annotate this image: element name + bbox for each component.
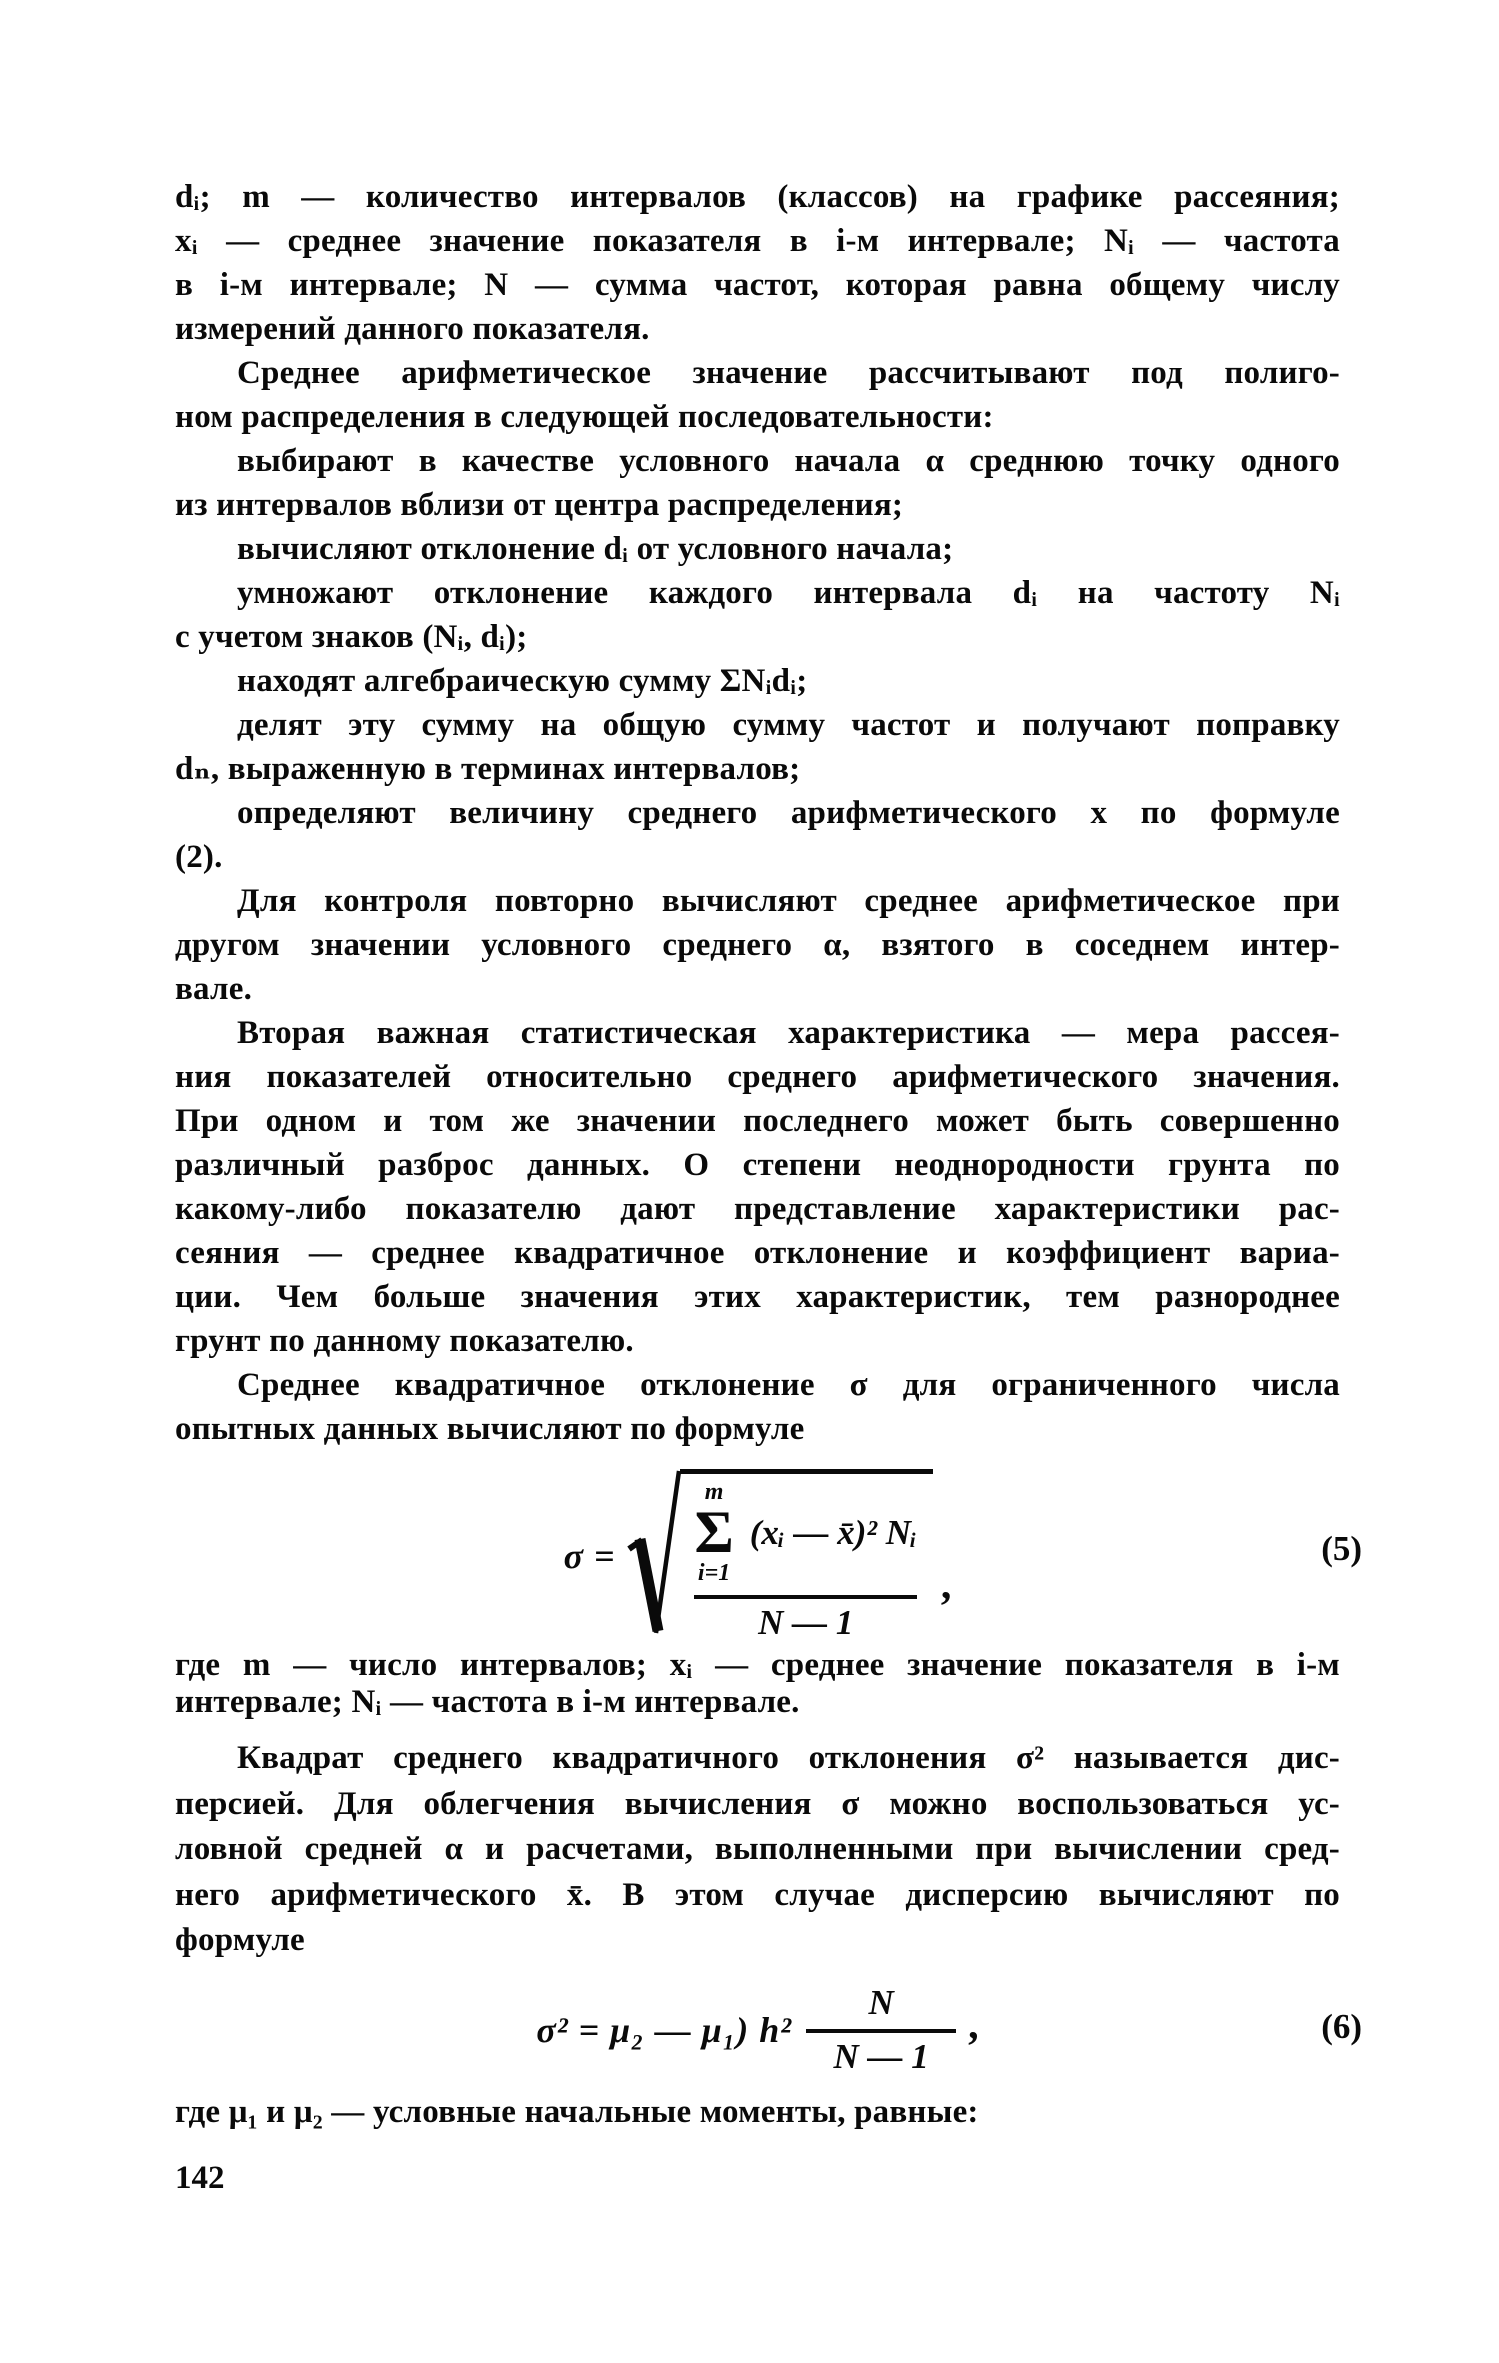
- text-line: Квадрат среднего квадратичного отклонения σ² называется дис-: [237, 1740, 1340, 1776]
- formula-5-comma: ,: [940, 1562, 952, 1608]
- text-line: где m — число интервалов; xᵢ — среднее значение показателя в i-м: [175, 1647, 1340, 1683]
- text-line: вале.: [175, 971, 253, 1007]
- radical-sign-icon: [625, 1469, 683, 1639]
- text-line: определяют величину среднего арифметического x по формуле: [237, 795, 1340, 831]
- text-line: другом значении условного среднего α, взятого в соседнем интер-: [175, 927, 1340, 963]
- formula-6-legend: [175, 2090, 1340, 2134]
- numerator-expression: (xᵢ — x̄)² Nᵢ: [749, 1512, 917, 1552]
- text-line: сеяния — среднее квадратичное отклонение и коэффициент вариа-: [175, 1235, 1340, 1271]
- fraction-denominator: N — 1: [833, 2036, 929, 2076]
- fraction: [806, 1983, 956, 2077]
- summation-symbol: [694, 1480, 733, 1585]
- text-line: опытных данных вычисляют по формуле: [175, 1411, 805, 1447]
- fraction: [694, 1480, 916, 1643]
- text-column: [175, 175, 1362, 2200]
- paragraph-block-main: [175, 175, 1340, 1451]
- text-line: ном распределения в следующей последовательности:: [175, 399, 994, 435]
- sum-upper-limit: m: [704, 1479, 724, 1505]
- text-line: xᵢ — среднее значение показателя в i-м интервале; Nᵢ — частота: [175, 223, 1340, 259]
- text-line: с учетом знаков (Nᵢ, dᵢ);: [175, 619, 528, 655]
- text-line: Среднее квадратичное отклонение σ для ограниченного числа: [237, 1367, 1340, 1403]
- text-line: dₙ, выраженную в терминах интервалов;: [175, 751, 801, 787]
- formula-5-legend: [175, 1647, 1340, 1721]
- formula-6-body: [536, 1983, 978, 2077]
- text-line: Для контроля повторно вычисляют среднее арифметическое при: [237, 883, 1340, 919]
- text-line: умножают отклонение каждого интервала dᵢ на частоту Nᵢ: [237, 575, 1340, 611]
- text-line: где μ₁ и μ₂ — условные начальные моменты, равные:: [175, 2093, 979, 2130]
- page-number: 142: [175, 2159, 225, 2196]
- fraction-denominator: N — 1: [758, 1603, 854, 1642]
- radicand: [680, 1469, 932, 1643]
- text-line: в i-м интервале; N — сумма частот, которая равна общему числу: [175, 267, 1340, 303]
- text-line: формуле: [175, 1922, 305, 1958]
- text-line: ния показателей относительно среднего арифметического значения.: [175, 1059, 1340, 1095]
- sum-lower-limit: i=1: [697, 1560, 731, 1586]
- text-line: ции. Чем больше значения этих характеристик, тем разнороднее: [175, 1279, 1340, 1315]
- text-line: ловной средней α и расчетами, выполненными при вычислении сред-: [175, 1831, 1340, 1867]
- text-line: (2).: [175, 839, 223, 875]
- equation-number-6: (6): [1321, 2006, 1362, 2046]
- formula-6: [175, 1964, 1362, 2090]
- paragraph-block-dispersion: [175, 1736, 1340, 1964]
- text-line: какому-либо показателю дают представление характеристики рас-: [175, 1191, 1340, 1227]
- text-line: него арифметического x̄. В этом случае дисперсию вычисляют по: [175, 1876, 1340, 1913]
- fraction-numerator: [694, 1480, 916, 1585]
- fraction-bar: [806, 2029, 956, 2033]
- text-line: делят эту сумму на общую сумму частот и получают поправку: [237, 707, 1340, 743]
- text-line: При одном и том же значении последнего может быть совершенно: [175, 1103, 1340, 1139]
- text-line: из интервалов вблизи от центра распределения;: [175, 487, 904, 523]
- text-line: Среднее арифметическое значение рассчитывают под полиго-: [237, 355, 1340, 391]
- formula-5-body: [564, 1469, 952, 1643]
- formula-5: [175, 1451, 1362, 1647]
- text-line: измерений данного показателя.: [175, 311, 650, 347]
- sigma-sum-icon: Σ: [694, 1499, 734, 1565]
- text-line: Вторая важная статистическая характеристика — мера рассея-: [237, 1015, 1340, 1051]
- square-root: [625, 1469, 932, 1643]
- text-line: выбирают в качестве условного начала α среднюю точку одного: [237, 443, 1340, 479]
- text-line: интервале; Nᵢ — частота в i-м интервале.: [175, 1684, 800, 1720]
- equation-number-5: (5): [1321, 1529, 1362, 1568]
- text-line: вычисляют отклонение dᵢ от условного начала;: [237, 531, 954, 567]
- text-line: персией. Для облегчения вычисления σ можно воспользоваться ус-: [175, 1785, 1340, 1822]
- formula-6-lhs: σ² = μ₂ — μ₁) h²: [536, 2009, 793, 2050]
- text-line: грунт по данному показателю.: [175, 1323, 634, 1359]
- formula-5-lhs: σ =: [563, 1536, 616, 1576]
- formula-6-comma: ,: [968, 2001, 979, 2048]
- text-line: различный разброс данных. О степени неоднородности грунта по: [175, 1147, 1340, 1183]
- text-line: находят алгебраическую сумму ΣNᵢdᵢ;: [237, 663, 808, 699]
- fraction-bar: [694, 1595, 916, 1599]
- fraction-numerator: N: [868, 1982, 894, 2022]
- text-line: dᵢ; m — количество интервалов (классов) на графике рассеяния;: [175, 179, 1340, 215]
